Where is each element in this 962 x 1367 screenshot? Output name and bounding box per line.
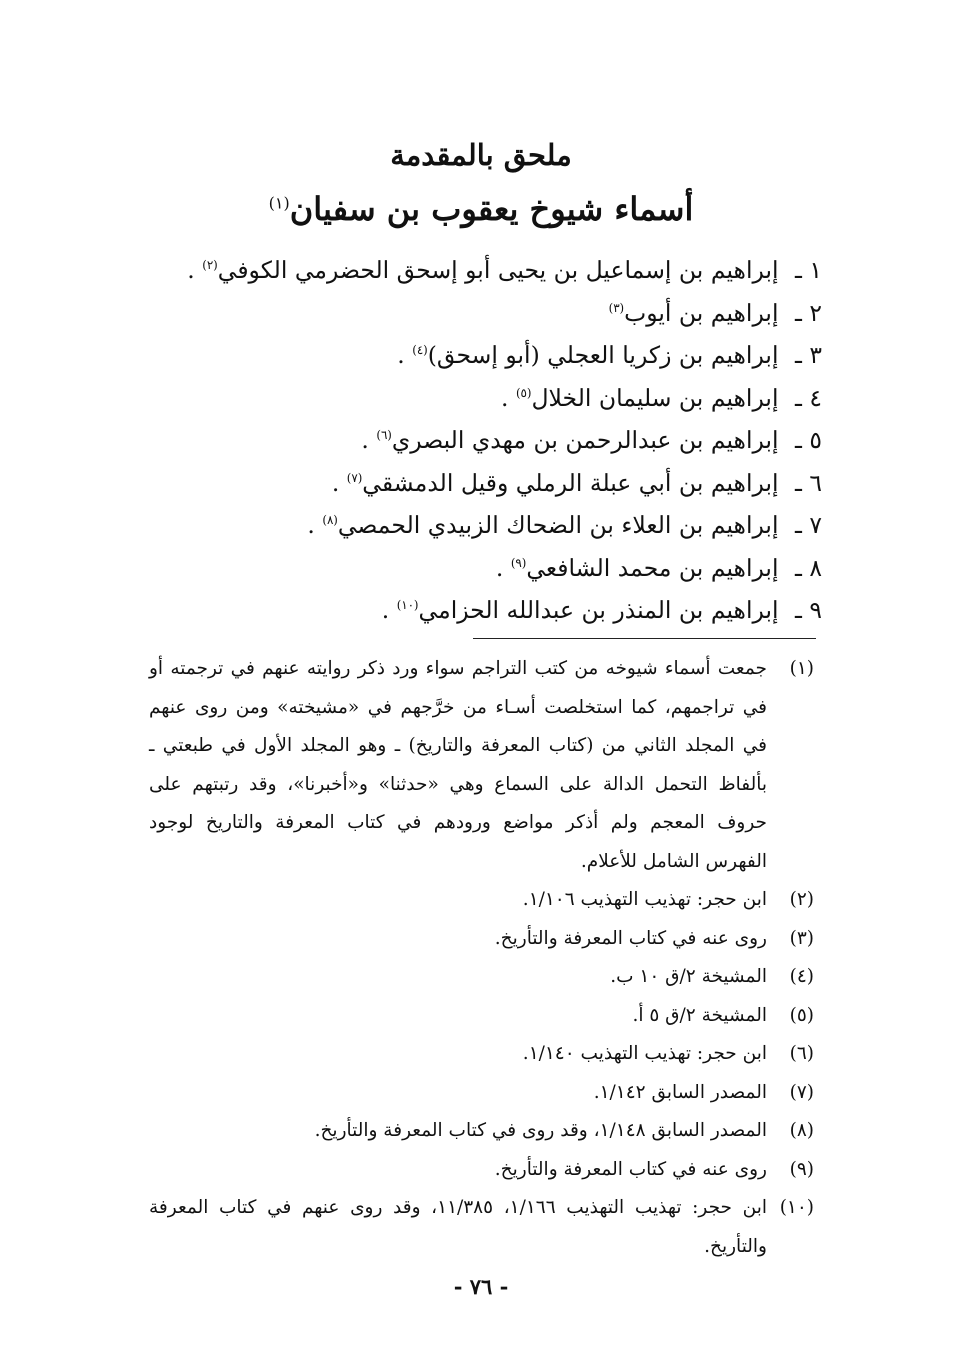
footnote-text: ابن حجر: تهذيب التهذيب ١/١٠٦. [522,889,767,910]
footnote [149,1074,814,1113]
footnote [149,650,814,881]
item-tail: . [307,511,315,539]
appendix-title: ملحق بالمقدمة [390,138,572,172]
list-item [122,465,822,508]
item-text: إبراهيم بن إسماعيل بن يحيى أبو إسحق الحضرمي الكوفي [217,256,779,284]
footnote-number: (١٠) [779,1197,814,1218]
list-item [122,550,822,593]
footnote-ref: (١٠) [396,598,419,613]
footnote [149,1112,814,1151]
footnote-text: روى عنه في كتاب المعرفة والتأريخ. [494,927,767,949]
item-text: إبراهيم بن أبي عبلة الرملي وقيل الدمشقي [362,468,779,497]
list-item [122,592,822,635]
item-number: ٨ ـ [795,553,822,582]
item-tail: . [397,341,405,369]
footnote-number: (٧) [789,1081,814,1103]
footnote-number: (٩) [789,1158,814,1180]
list-item [122,337,822,380]
item-tail: . [381,596,390,624]
footnote-ref: (٦) [376,428,392,443]
footnote-number: (١) [789,658,814,679]
footnote-number: (٦) [789,1043,814,1064]
footnote-ref: (٩) [510,555,527,570]
item-number: ١ ـ [795,256,822,284]
footnote-text: ابن حجر: تهذيب التهذيب ١/١٦٦، ١١/٣٨٥، وقد روى عنهم في كتاب المعرفة والتأريخ. [149,1197,767,1257]
footnote-number: (٨) [789,1120,814,1141]
list-item [122,380,822,423]
item-number: ٥ ـ [795,426,822,454]
item-number: ٦ ـ [795,468,822,497]
footnote-text: المصدر السابق ١/١٤٢. [593,1081,767,1103]
footnote-text: المشيخة ٢/ق ٥ أ. [632,1004,767,1026]
item-text: إبراهيم بن سليمان الخلال [531,383,779,412]
item-tail: . [495,553,504,582]
item-text: إبراهيم بن المنذر بن عبدالله الحزامي [418,596,779,624]
item-tail: . [331,468,340,497]
item-number: ٩ ـ [795,596,822,624]
item-number: ٢ ـ [795,298,822,327]
footnote-ref: (١) [268,193,290,213]
footnote-text: المشيخة ٢/ق ١٠ ب. [610,966,767,987]
item-text: إبراهيم بن عبدالرحمن بن مهدي البصري [391,426,779,454]
footnote-number: (٥) [789,1004,814,1026]
footnote-ref: (٤) [412,343,428,358]
footnote [149,1035,814,1074]
item-number: ٤ ـ [795,383,822,412]
footnote-ref: (٣) [608,300,625,315]
footnote-ref: (٧) [346,470,363,485]
list-item [122,507,822,550]
footnote [149,1189,814,1266]
footnote-text: ابن حجر: تهذيب التهذيب ١/١٤٠. [522,1043,767,1064]
item-text: إبراهيم بن زكريا العجلي (أبو إسحق) [427,341,779,369]
footnote-ref: (٥) [515,385,532,400]
section-heading-text: أسماء شيوخ يعقوب بن سفيان [289,190,694,228]
footnote-number: (٤) [789,966,814,987]
footnote-text: روى عنه في كتاب المعرفة والتأريخ. [494,1158,767,1180]
footnote [149,1151,814,1190]
item-tail: . [500,383,509,412]
list-item [122,295,822,338]
footnote-separator [473,638,816,639]
footnote [149,920,814,959]
item-text: إبراهيم بن محمد الشافعي [526,553,779,582]
page-number: - ٧٦ - [453,1274,509,1299]
footnote-text: المصدر السابق ١/١٤٨، وقد روى في كتاب المعرفة والتأريخ. [314,1120,767,1141]
footnote [149,881,814,920]
item-tail: . [361,426,369,454]
item-number: ٧ ـ [795,511,822,539]
list-item [122,422,822,465]
footnote-number: (٣) [789,927,814,949]
list-item [122,252,822,295]
footnote-number: (٢) [789,889,814,910]
footnote-ref: (٨) [322,513,338,528]
footnote [149,958,814,997]
footnote-ref: (٢) [202,258,218,273]
footnote-text: جمعت أسماء شيوخه من كتب التراجم سواء ورد ذكر روايته عنهم في ترجمته أو في تراجمهم، كما استخلصت أسـاء من خرَّجهم في «مشيخته» ومن روى عنهم في المجلد الثاني من (كتاب المعرفة والتاريخ) ـ وهو المجلد الأول في طبعتي ـ بألفاظ التحمل الدالة على السماع وهي «حدثنا» و«أخبرنا»، وقد رتبتهم على حروف المعجم ولم أذكر مواضع ورودهم في كتاب المعرفة والتاريخ لوجود الفهرس الشامل للأعلام. [149,658,767,872]
footnotes [149,650,814,1266]
section-heading [0,190,962,228]
shuyukh-list [122,252,822,635]
item-text: إبراهيم بن أيوب [624,298,779,327]
item-number: ٣ ـ [795,341,822,369]
item-text: إبراهيم بن العلاء بن الضحاك الزبيدي الحمصي [337,511,779,539]
footnote [149,997,814,1036]
item-tail: . [187,256,195,284]
